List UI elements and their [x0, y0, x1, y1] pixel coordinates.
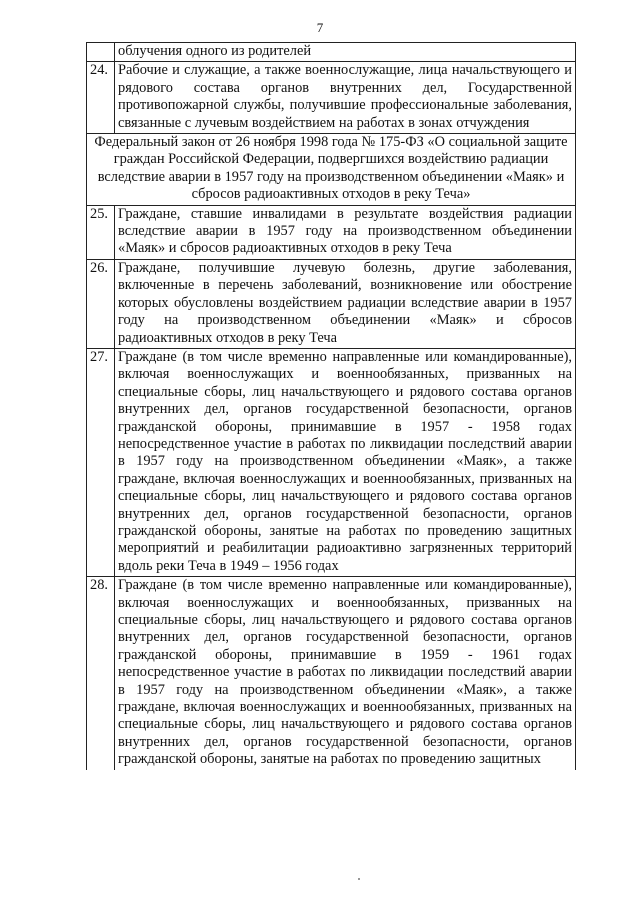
table-row — [87, 259, 576, 348]
row-number — [87, 43, 115, 62]
table-row — [87, 62, 576, 134]
benefits-table — [86, 42, 576, 770]
table-row — [87, 43, 576, 62]
row-number: 26. — [87, 259, 115, 348]
row-text: Граждане (в том числе временно направленные или командированные), включая военнослужащих и военнообязанных, призванных на специальные сборы, лиц начальствующего и рядового состава органов внутренних дел, органов государственной безопасности, органов гражданской обороны, принимавшие в 1957 - 1958 годах непосредственное участие в работах по ликвидации последствий аварии в 1957 году на производственном объединении «Маяк», а также граждане, включая военнослужащих и военнообязанных, призванных на специальные сборы, лиц начальствующего и рядового состава органов внутренних дел, органов государственной безопасности, органов гражданской обороны, занятые на работах по проведению защитных мероприятий и реабилитации радиоактивно загрязненных территорий вдоль реки Теча в 1949 – 1956 годах — [115, 348, 576, 576]
scan-speck — [358, 878, 360, 880]
table-row — [87, 205, 576, 259]
law-title: Федеральный закон от 26 ноября 1998 года № 175-ФЗ «О социальной защите граждан Российской Федерации, подвергшихся воздействию радиации вследствие аварии в 1957 году на производственном объединении «Маяк» и сбросов радиоактивных отходов в реку Теча» — [87, 134, 576, 206]
law-header-row — [87, 134, 576, 206]
table-row — [87, 577, 576, 770]
row-number: 25. — [87, 205, 115, 259]
row-text: Граждане, ставшие инвалидами в результате воздействия радиации вследствие аварии в 1957 году на производственном объединении «Маяк» и сбросов радиоактивных отходов в реку Теча — [115, 205, 576, 259]
row-text: Граждане (в том числе временно направленные или командированные), включая военнослужащих и военнообязанных, призванных на специальные сборы, лиц начальствующего и рядового состава органов внутренних дел, органов государственной безопасности, органов гражданской обороны, принимавшие в 1959 - 1961 годах непосредственное участие в работах по ликвидации последствий аварии в 1957 году на производственном объединении «Маяк», а также граждане, включая военнослужащих и военнообязанных, призванных на специальные сборы, лиц начальствующего и рядового состава органов внутренних дел, органов государственной безопасности, органов гражданской обороны, занятые на работах по проведению защитных — [115, 577, 576, 770]
row-number: 28. — [87, 577, 115, 770]
row-text: Граждане, получившие лучевую болезнь, другие заболевания, включенные в перечень заболеваний, возникновение или обострение которых обусловлены воздействием радиации вследствие аварии в 1957 году на производственном объединении «Маяк» и сбросов радиоактивных отходов в реку Теча — [115, 259, 576, 348]
row-text: облучения одного из родителей — [115, 43, 576, 62]
page-number: 7 — [316, 20, 324, 35]
row-number: 24. — [87, 62, 115, 134]
row-number: 27. — [87, 348, 115, 576]
table-row — [87, 348, 576, 576]
row-text: Рабочие и служащие, а также военнослужащие, лица начальствующего и рядового состава органов внутренних дел, Государственной противопожарной службы, получившие профессиональные заболевания, связанные с лучевым воздействием на работах в зонах отчуждения — [115, 62, 576, 134]
